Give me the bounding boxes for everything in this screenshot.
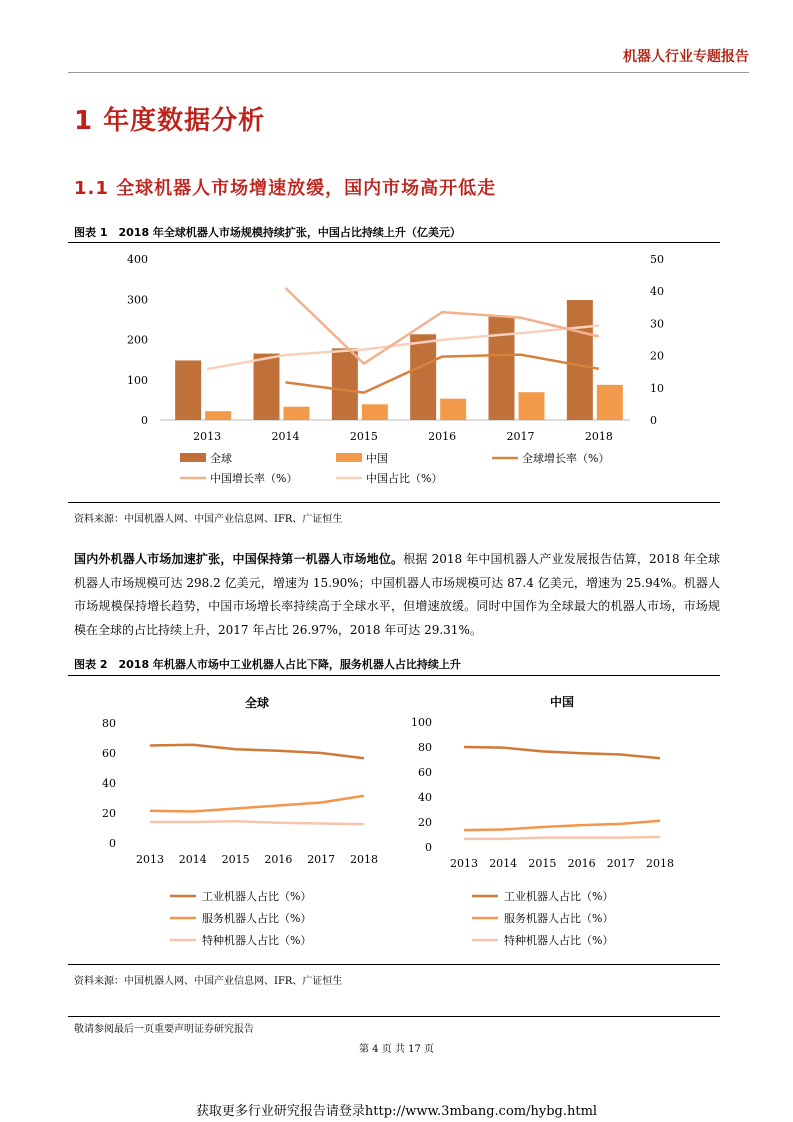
- series-line-1: [464, 821, 660, 830]
- y2-tick-label: 20: [650, 349, 664, 363]
- figure1-source: 资料来源：中国机器人网、中国产业信息网、IFR、广证恒生: [74, 514, 343, 525]
- paragraph-body: 根据 2018 年中国机器人产业发展报告估算，2018 年全球机器人市场规模可达 298.2 亿美元，增速为 15.90%；中国机器人市场规模可达 87.4 亿美元，增速为 25.94%。机器人市场规模保持增长趋势，中国市场增长率持续高于全球水平，但增速放缓。同时中国作为全球最大的机器人市场，市场规模在全球的占比持续上升，2017 年占比 26.97%，2018 年可达 29.31%。: [74, 552, 720, 637]
- figure2-china-chart: [398, 680, 720, 960]
- x-tick-label: 2015: [528, 857, 557, 870]
- series-line-0: [464, 747, 660, 758]
- bar-china: [519, 392, 545, 420]
- chart-title: 全球: [244, 696, 270, 710]
- body-paragraph: [74, 548, 720, 642]
- legend-label: 全球: [210, 452, 232, 465]
- y2-tick-label: 40: [650, 285, 664, 299]
- y2-tick-label: 50: [650, 253, 664, 266]
- y-tick-label: 100: [127, 373, 148, 387]
- x-tick-label: 2016: [428, 430, 457, 443]
- header-divider: [68, 72, 749, 73]
- x-tick-label: 2018: [646, 857, 674, 870]
- download-link[interactable]: 获取更多行业研究报告请登录http://www.3mbang.com/hybg.html: [195, 1104, 598, 1119]
- bar-global: [567, 300, 593, 420]
- x-tick-label: 2014: [489, 857, 518, 870]
- x-tick-label: 2015: [349, 430, 378, 443]
- bar-china: [205, 411, 231, 420]
- bar-china: [440, 399, 466, 420]
- figure2-caption: 图表 2 2018 年机器人市场中工业机器人占比下降，服务机器人占比持续上升: [74, 658, 461, 671]
- y-tick-label: 40: [418, 791, 432, 804]
- y-tick-label: 100: [411, 716, 432, 729]
- chart-title: 中国: [549, 695, 575, 709]
- y-tick-label: 80: [102, 717, 116, 730]
- legend-label: 中国: [366, 452, 388, 465]
- x-tick-label: 2015: [221, 853, 250, 866]
- legend-label: 特种机器人占比（%）: [504, 934, 614, 947]
- legend-label: 特种机器人占比（%）: [202, 934, 312, 947]
- y-tick-label: 0: [425, 841, 432, 854]
- x-tick-label: 2018: [350, 853, 378, 866]
- y-tick-label: 300: [127, 293, 148, 307]
- y-tick-label: 40: [102, 777, 116, 790]
- x-tick-label: 2018: [584, 430, 613, 443]
- legend-label: 全球增长率（%）: [522, 452, 610, 465]
- bar-global: [489, 317, 515, 420]
- figure2-bottom-rule: [68, 964, 720, 965]
- series-line-1: [150, 796, 364, 812]
- figure2-source: 资料来源：中国机器人网、中国产业信息网、IFR、广证恒生: [74, 976, 343, 987]
- bar-global: [175, 360, 201, 420]
- subsection-heading: 1.1 全球机器人市场增速放缓，国内市场高开低走: [74, 178, 497, 199]
- y2-tick-label: 30: [650, 317, 664, 331]
- footer-disclaimer: 敬请参阅最后一页重要声明证券研究报告: [74, 1024, 254, 1035]
- x-tick-label: 2017: [307, 853, 336, 866]
- bar-global: [410, 334, 436, 420]
- y-tick-label: 60: [418, 766, 432, 779]
- header-title: 机器人行业专题报告: [623, 49, 749, 65]
- y-tick-label: 200: [127, 333, 148, 347]
- x-tick-label: 2013: [193, 430, 222, 443]
- x-tick-label: 2016: [567, 857, 596, 870]
- x-tick-label: 2014: [271, 430, 300, 443]
- legend-label: 服务机器人占比（%）: [202, 912, 312, 925]
- bar-china: [597, 385, 623, 420]
- x-tick-label: 2013: [450, 857, 478, 870]
- legend-label: 中国占比（%）: [366, 472, 443, 485]
- y-tick-label: 80: [418, 741, 432, 754]
- figure1-chart: [68, 246, 720, 496]
- x-tick-label: 2017: [606, 857, 635, 870]
- figure2-top-rule: [68, 675, 720, 676]
- x-tick-label: 2017: [506, 430, 535, 443]
- figure1-top-rule: [68, 242, 720, 243]
- y-tick-label: 0: [109, 837, 116, 850]
- y-tick-label: 20: [102, 807, 116, 820]
- legend-swatch: [180, 453, 206, 462]
- y-tick-label: 60: [102, 747, 116, 760]
- legend-label: 中国增长率（%）: [210, 472, 298, 485]
- bar-china: [362, 404, 388, 420]
- figure2-global-chart: [68, 680, 398, 960]
- footer-rule: [68, 1016, 720, 1017]
- figure1-caption: 图表 1 2018 年全球机器人市场规模持续扩张，中国占比持续上升（亿美元）: [74, 226, 461, 239]
- legend-label: 服务机器人占比（%）: [504, 912, 614, 925]
- legend-label: 工业机器人占比（%）: [202, 890, 312, 903]
- bar-china: [284, 407, 310, 420]
- x-tick-label: 2013: [136, 853, 164, 866]
- y2-tick-label: 10: [650, 381, 664, 395]
- y-tick-label: 0: [141, 414, 148, 427]
- series-line-2: [150, 821, 364, 824]
- section-heading: 1 年度数据分析: [74, 106, 266, 136]
- x-tick-label: 2016: [264, 853, 293, 866]
- series-line-0: [150, 745, 364, 759]
- bar-global: [254, 354, 280, 420]
- legend-swatch: [336, 453, 362, 462]
- figure1-bottom-rule: [68, 502, 720, 503]
- y2-tick-label: 0: [650, 414, 657, 427]
- y-tick-label: 400: [127, 253, 148, 266]
- y-tick-label: 20: [418, 816, 432, 829]
- legend-label: 工业机器人占比（%）: [504, 890, 614, 903]
- x-tick-label: 2014: [178, 853, 207, 866]
- page-number: 第 4 页 共 17 页: [359, 1044, 434, 1055]
- series-line-2: [464, 837, 660, 839]
- bar-global: [332, 348, 358, 420]
- paragraph-lead: 国内外机器人市场加速扩张，中国保持第一机器人市场地位。: [74, 552, 404, 566]
